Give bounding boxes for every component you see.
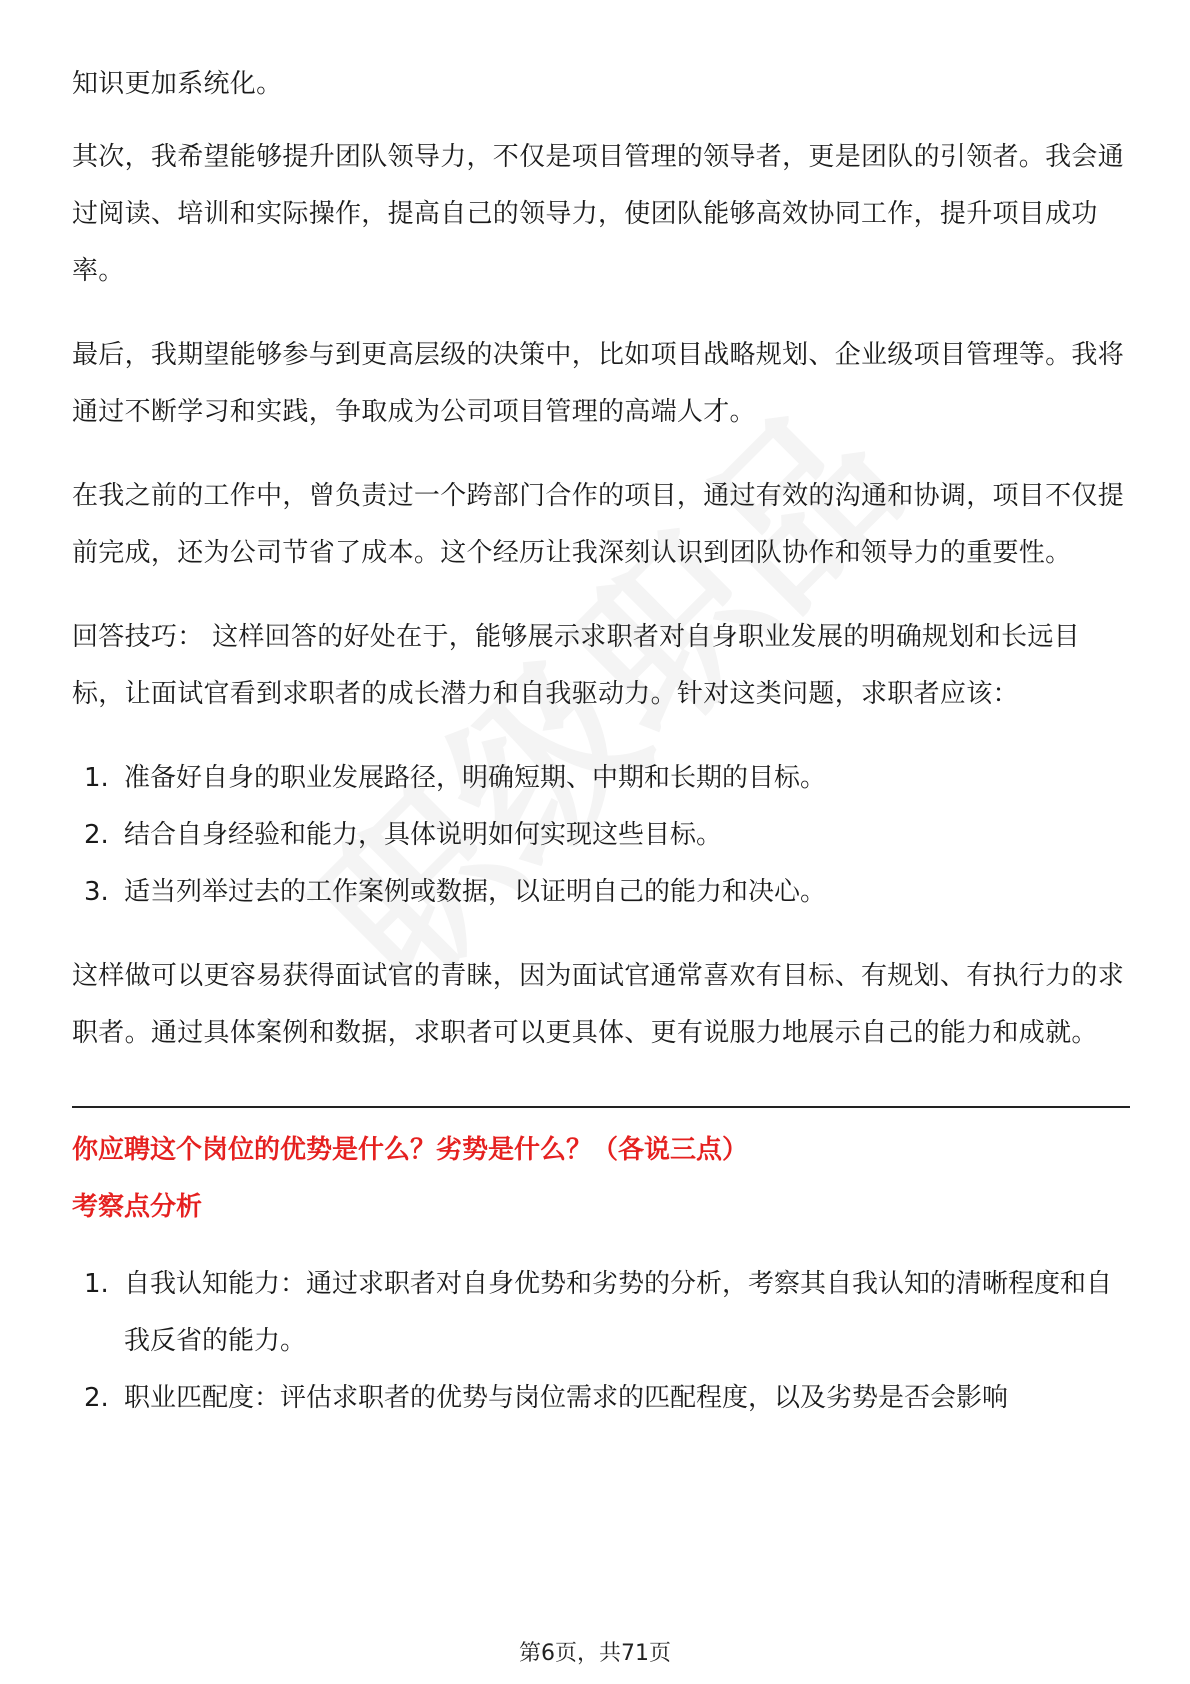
list-item: 1. 自我认知能力：通过求职者对自身优势和劣势的分析，考察其自我认知的清晰程度和自我反省的能力。 bbox=[84, 1269, 1113, 1356]
list-item: 2. 职业匹配度：评估求职者的优势与岗位需求的匹配程度，以及劣势是否会影响 bbox=[84, 1383, 1009, 1413]
closing-paragraph: 这样做可以更容易获得面试官的青睐，因为面试官通常喜欢有目标、有规划、有执行力的求职者。通过具体案例和数据，求职者可以更具体、更有说服力地展示自己的能力和成就。 bbox=[72, 961, 1125, 1048]
analysis-list bbox=[72, 1256, 1130, 1427]
list-item: 3. 适当列举过去的工作案例或数据，以证明自己的能力和决心。 bbox=[84, 877, 827, 907]
question-title: 你应聘这个岗位的优势是什么？劣势是什么？（各说三点） bbox=[72, 1135, 749, 1165]
list-item: 2. 结合自身经验和能力，具体说明如何实现这些目标。 bbox=[84, 820, 723, 850]
paragraph-2: 其次，我希望能够提升团队领导力，不仅是项目管理的领导者，更是团队的引领者。我会通过阅读、培训和实际操作，提高自己的领导力，使团队能够高效协同工作，提升项目成功率。 bbox=[72, 142, 1125, 286]
document-page bbox=[72, 56, 1130, 1454]
paragraph-1: 知识更加系统化。 bbox=[72, 69, 283, 99]
tips-list bbox=[72, 750, 1130, 921]
answer-tips-paragraph: 回答技巧： 这样回答的好处在于，能够展示求职者对自身职业发展的明确规划和长远目标，让面试官看到求职者的成长潜力和自我驱动力。针对这类问题，求职者应该： bbox=[72, 622, 1080, 709]
paragraph-3: 最后，我期望能够参与到更高层级的决策中，比如项目战略规划、企业级项目管理等。我将通过不断学习和实践，争取成为公司项目管理的高端人才。 bbox=[72, 340, 1125, 427]
page-footer: 第6页，共71页 bbox=[519, 1641, 671, 1666]
list-item: 1. 准备好自身的职业发展路径，明确短期、中期和长期的目标。 bbox=[84, 763, 827, 793]
analysis-heading: 考察点分析 bbox=[72, 1192, 203, 1222]
section-divider bbox=[72, 1106, 1130, 1108]
paragraph-4: 在我之前的工作中，曾负责过一个跨部门合作的项目，通过有效的沟通和协调，项目不仅提前完成，还为公司节省了成本。这个经历让我深刻认识到团队协作和领导力的重要性。 bbox=[72, 481, 1125, 568]
